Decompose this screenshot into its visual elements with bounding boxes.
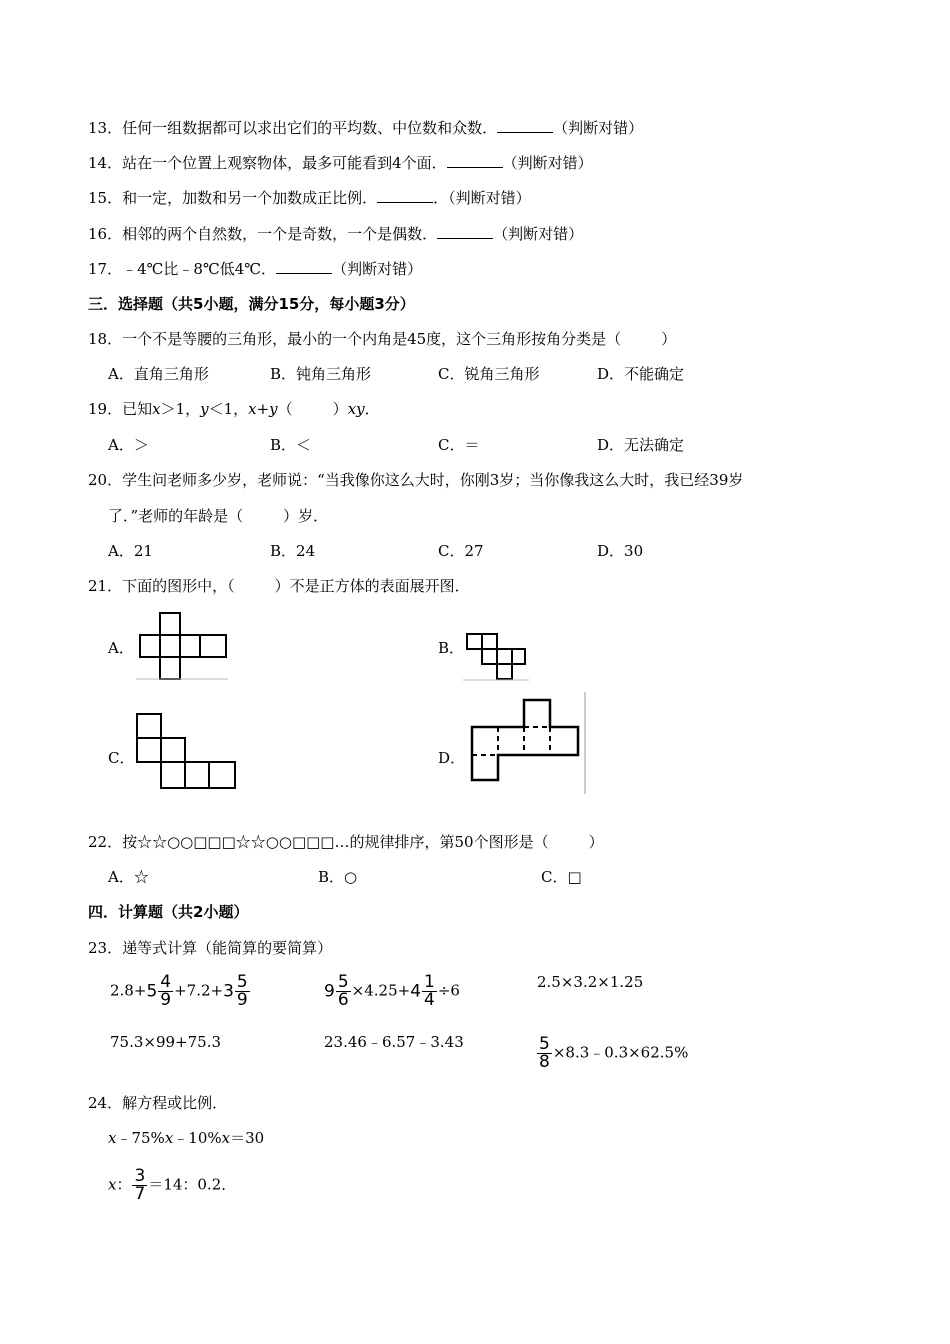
- section-3-title: 三．选择题（共5小题，满分15分，每小题3分）: [88, 295, 415, 313]
- q21-figure-d[interactable]: [466, 690, 588, 796]
- section-4-title: 四．计算题（共2小题）: [88, 903, 249, 921]
- question-13: 13．任何一组数据都可以求出它们的平均数、中位数和众数． （判断对错）: [88, 119, 644, 137]
- q21-label-d[interactable]: D．: [438, 749, 466, 767]
- q23-expr-5: 23.46﹣6.57﹣3.43: [324, 1033, 464, 1051]
- answer-blank[interactable]: [437, 224, 493, 239]
- q18-option-c[interactable]: C．锐角三角形: [438, 365, 540, 383]
- question-18: 18．一个不是等腰的三角形，最小的一个内角是45度，这个三角形按角分类是（ ）: [88, 330, 677, 348]
- q23-expr-4: 75.3×99+75.3: [110, 1033, 222, 1051]
- q22-option-a[interactable]: A．☆: [108, 868, 149, 886]
- q24-equation-2: x： $\frac{3}{7}$ ＝14：0.2．: [108, 1166, 237, 1204]
- q18-option-d[interactable]: D．不能确定: [597, 365, 685, 383]
- q21-label-b[interactable]: B．: [438, 639, 465, 657]
- q20-option-a[interactable]: A．21: [108, 542, 153, 560]
- answer-blank[interactable]: [497, 118, 553, 133]
- q23-expr-1: 2.8+5 $\frac{4}{9}$ +7.2+3 $\frac{5}{9}$: [110, 972, 248, 1010]
- fraction: $\frac{5}{9}$: [236, 972, 248, 1010]
- q20-option-b[interactable]: B．24: [270, 542, 316, 560]
- question-22: 22．按☆☆○○□□□☆☆○○□□□…的规律排序，第50个图形是（ ）: [88, 833, 604, 851]
- q23-expr-2: 9 $\frac{5}{6}$ ×4.25+4 $\frac{1}{4}$ ÷6: [324, 972, 460, 1010]
- question-20-line1: 20．学生问老师多少岁，老师说：“当我像你这么大时，你刚3岁；当你像我这么大时，我已经39岁: [88, 471, 744, 489]
- q21-label-c[interactable]: C．: [108, 749, 135, 767]
- q22-option-b[interactable]: B．○: [318, 868, 358, 886]
- q23-expr-6: $\frac{5}{8}$ ×8.3﹣0.3×62.5%: [539, 1034, 689, 1072]
- q21-figure-b[interactable]: [463, 632, 529, 682]
- q21-figure-c[interactable]: [134, 710, 240, 794]
- fraction: $\frac{1}{4}$: [424, 972, 435, 1010]
- q19-option-b[interactable]: B．＜: [270, 436, 312, 454]
- answer-blank[interactable]: [276, 259, 332, 274]
- q21-label-a[interactable]: A．: [108, 639, 134, 657]
- q23-expr-3: 2.5×3.2×1.25: [537, 973, 644, 991]
- question-23: 23．递等式计算（能简算的要简算）: [88, 939, 333, 957]
- question-20-line2: 了．”老师的年龄是（ ）岁．: [108, 507, 329, 525]
- q19-option-c[interactable]: C．＝: [438, 436, 480, 454]
- fraction: $\frac{5}{6}$: [337, 972, 349, 1010]
- q20-option-c[interactable]: C．27: [438, 542, 484, 560]
- q18-option-a[interactable]: A．直角三角形: [108, 365, 209, 383]
- q19-option-a[interactable]: A．＞: [108, 436, 149, 454]
- q21-figure-a[interactable]: [136, 610, 232, 682]
- question-15: 15．和一定，加数和另一个加数成正比例． ．（判断对错）: [88, 189, 531, 207]
- q19-option-d[interactable]: D．无法确定: [597, 436, 685, 454]
- question-19: 19．已知x＞1，y＜1，x+y（ ）xy．: [88, 400, 380, 418]
- question-14: 14．站在一个位置上观察物体，最多可能看到4个面． （判断对错）: [88, 154, 593, 172]
- fraction: $\frac{4}{9}$: [160, 972, 172, 1010]
- q18-option-b[interactable]: B．钝角三角形: [270, 365, 372, 383]
- answer-blank[interactable]: [447, 153, 503, 168]
- fraction: $\frac{5}{8}$: [539, 1034, 550, 1072]
- question-21: 21．下面的图形中，（ ）不是正方体的表面展开图．: [88, 577, 470, 595]
- question-17: 17．﹣4℃比﹣8℃低4℃． （判断对错）: [88, 260, 423, 278]
- question-16: 16．相邻的两个自然数，一个是奇数，一个是偶数． （判断对错）: [88, 225, 584, 243]
- q24-equation-1: x﹣75%x﹣10%x＝30: [108, 1129, 265, 1147]
- answer-blank[interactable]: [377, 188, 433, 203]
- q20-option-d[interactable]: D．30: [597, 542, 644, 560]
- question-24: 24．解方程或比例．: [88, 1094, 228, 1112]
- fraction: $\frac{3}{7}$: [134, 1166, 146, 1204]
- q22-option-c[interactable]: C．□: [541, 868, 582, 886]
